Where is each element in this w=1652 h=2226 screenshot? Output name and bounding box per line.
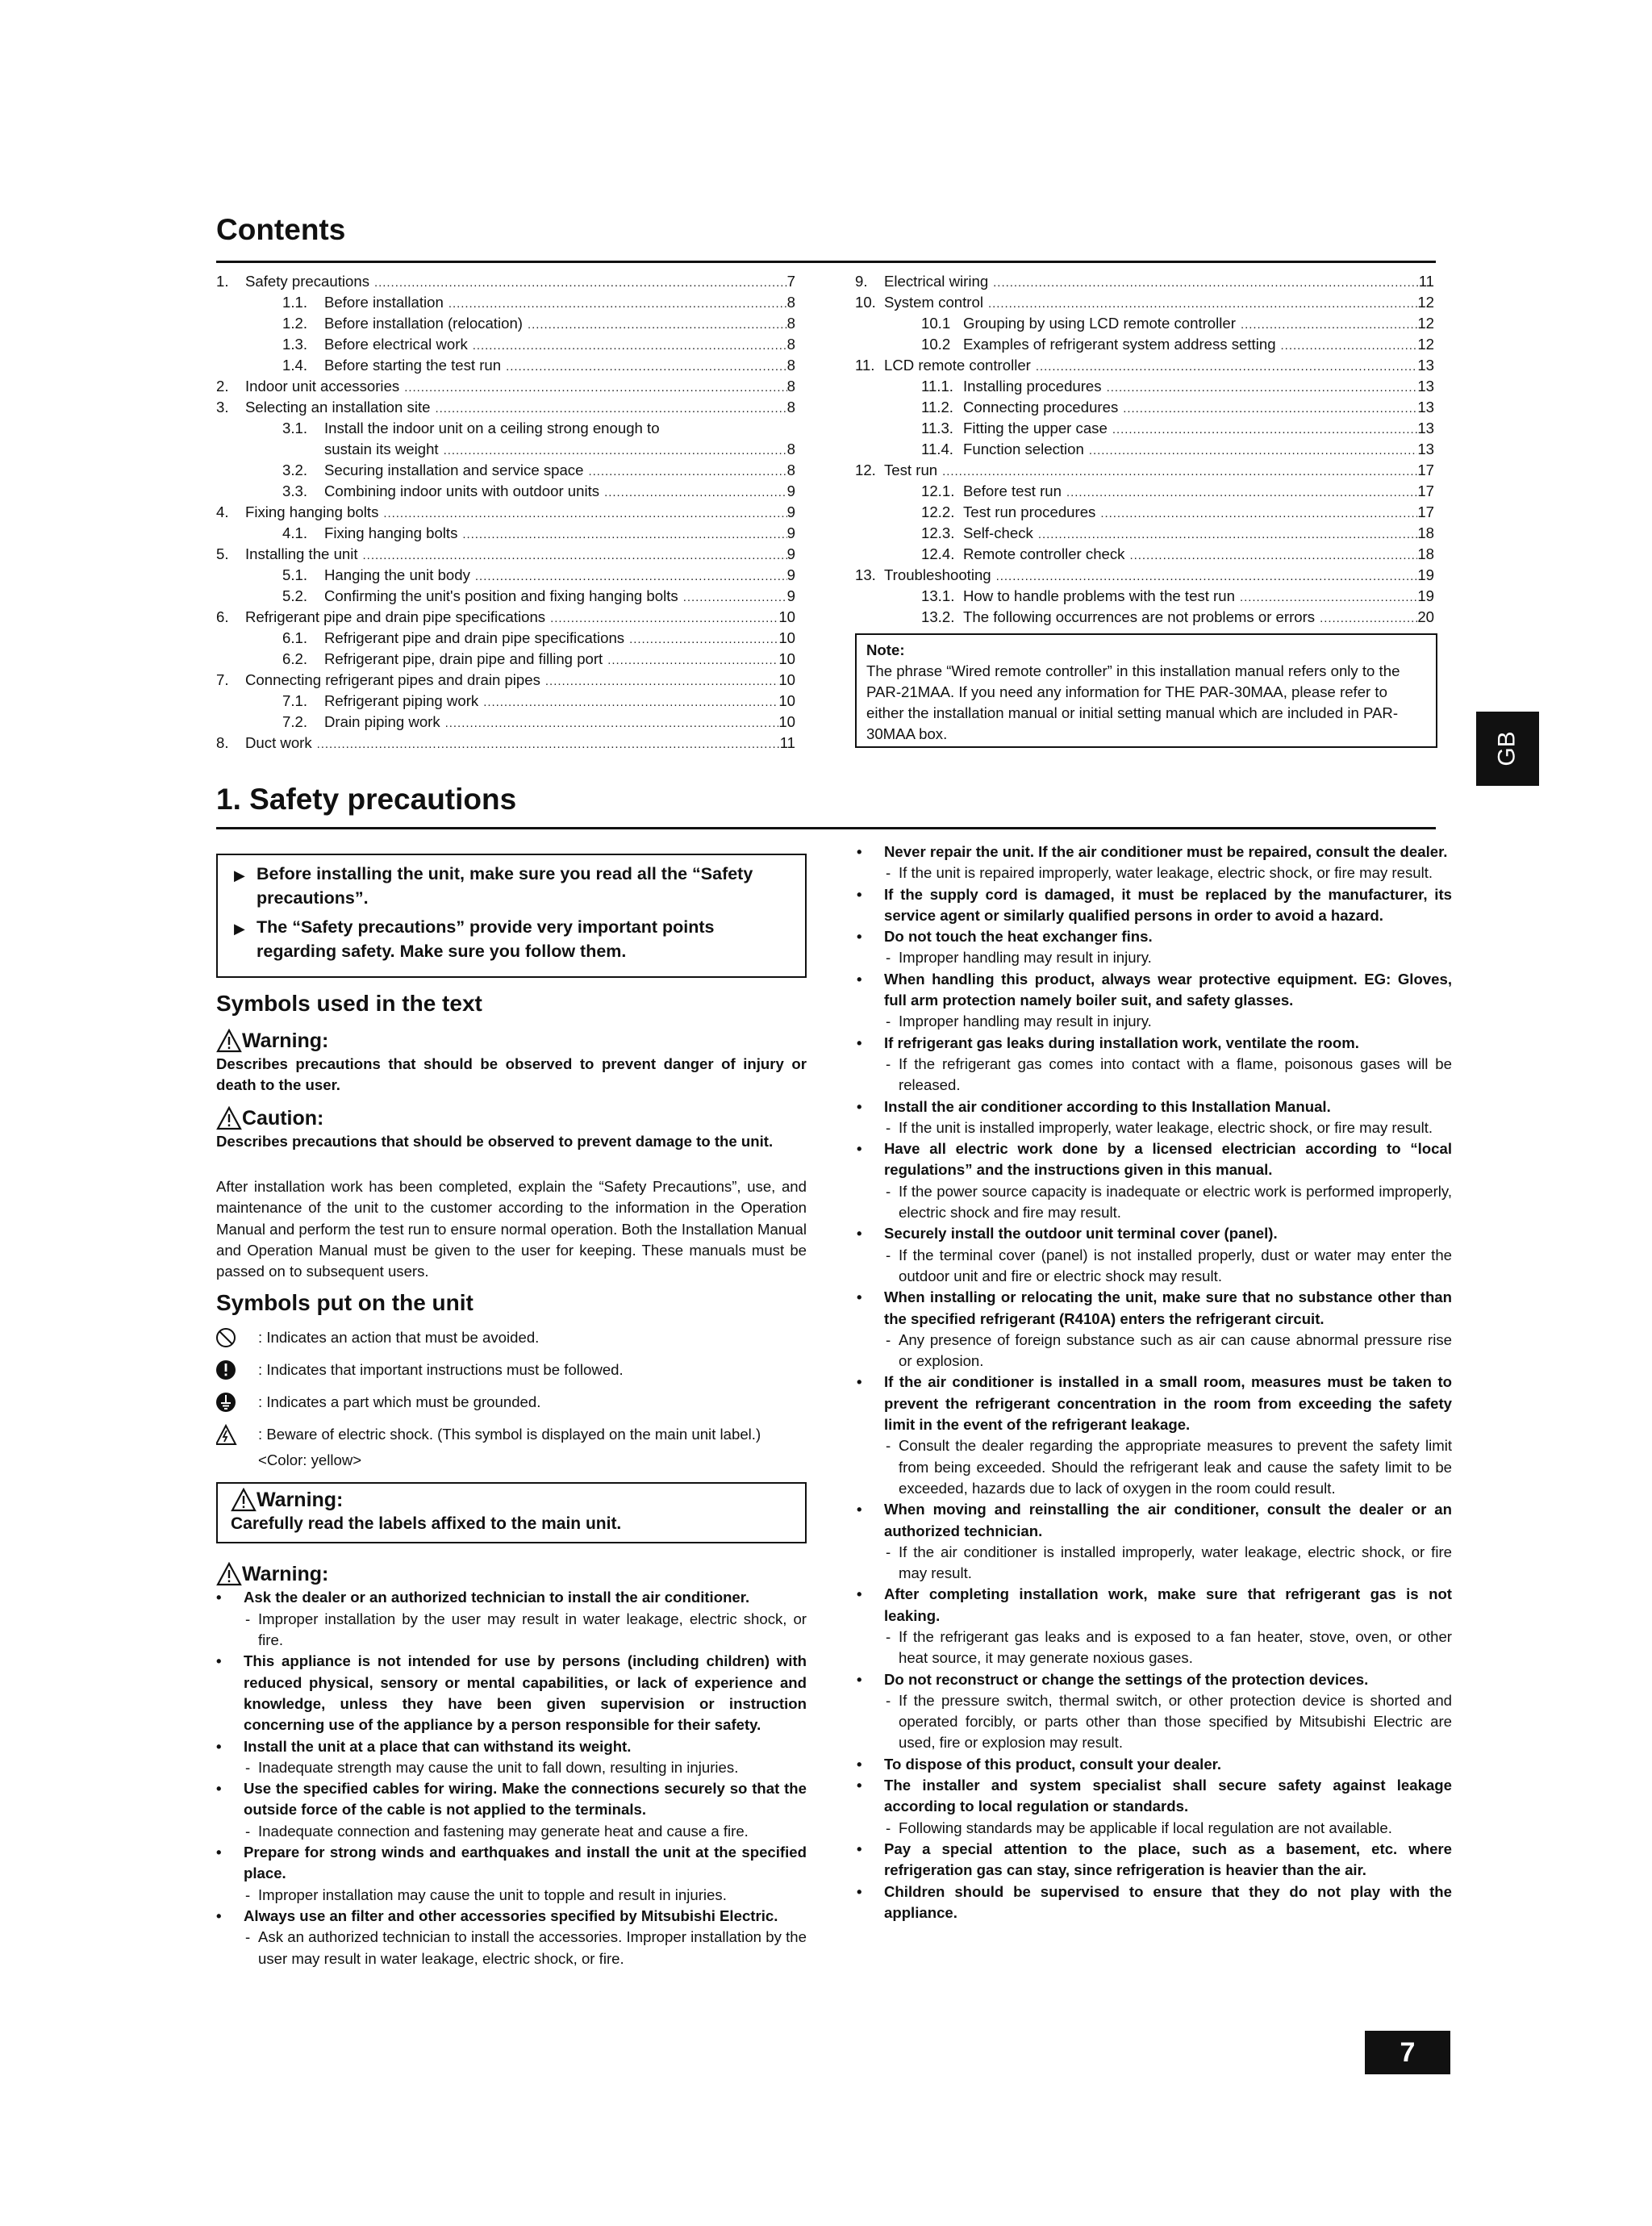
prohibited-icon (216, 1327, 258, 1350)
toc-entry (216, 355, 795, 376)
warning-item: • Do not reconstruct or change the settings of the protection devices. (857, 1669, 1452, 1690)
intro-text: Before installing the unit, make sure you read all the “Safety precautions”. (257, 864, 753, 908)
warning-item-detail: - If the terminal cover (panel) is not installed properly, dust or water may enter the outdoor unit and fire or electric shock may result. (857, 1245, 1452, 1288)
ground-text: : Indicates a part which must be grounded. (258, 1393, 541, 1411)
shock-text: : Beware of electric shock. (This symbol is displayed on the main unit label.) (258, 1426, 761, 1443)
toc-entry-text: Before starting the test run (324, 357, 502, 374)
language-tab-label: GB (1493, 731, 1521, 766)
toc-entry-page: 11 (779, 734, 795, 751)
toc-entry (216, 502, 795, 523)
warning-item: • Do not touch the heat exchanger fins. (857, 926, 1452, 947)
toc-entry-number: 3. (216, 399, 229, 416)
after-installation-paragraph: After installation work has been completed, explain the “Safety Precautions”, use, and maintenance of the unit to the customer according to the information in the Operation Manual and perform the test run to ensure normal operation. Both the Installation Manual and Operation Manual must be given to the user for keeping. These manuals must be passed on to subsequent users. (216, 1178, 807, 1280)
toc-entry-text: Connecting procedures (963, 399, 1119, 416)
electric-shock-icon (216, 1424, 258, 1447)
right-warning-list (857, 842, 1452, 1923)
warning-item-detail: - Consult the dealer regarding the appropriate measures to prevent the safety limit from being exceeded. Should the refrigerant leak and cause the safety limit to be exceeded, hazards due to lack of oxygen in the room could result. (857, 1435, 1452, 1499)
toc-entry-text: How to handle problems with the test run (963, 587, 1235, 604)
toc-entry-number: 13.1. (921, 587, 955, 604)
toc-entry-text: Safety precautions (245, 273, 370, 290)
instruction-icon (216, 1359, 258, 1382)
toc-entry-text: Install the indoor unit on a ceiling strong enough to (324, 420, 660, 436)
warning-item-detail: - Ask an authorized technician to install the accessories. Improper installation by the user may result in water leakage, electric shock, or fire. (216, 1927, 807, 1969)
labels-warning-box (216, 1482, 807, 1543)
toc-entry-page: 20 (1417, 608, 1434, 625)
warning-item-detail: - Any presence of foreign substance such as air can cause abnormal pressure rise or explosion. (857, 1330, 1452, 1372)
arrow-right-icon: ▶ (234, 867, 245, 883)
toc-entry-number: 12.3. (921, 524, 955, 541)
toc-leader-dots (1236, 313, 1417, 334)
toc-entry (855, 607, 1434, 628)
warning-item: • If refrigerant gas leaks during installation work, ventilate the room. (857, 1033, 1452, 1054)
toc-entry-page: 18 (1417, 524, 1434, 541)
toc-entry-text: Refrigerant pipe, drain pipe and filling port (324, 650, 603, 667)
warning-item-detail: - If the refrigerant gas comes into contact with a flame, poisonous gases will be released. (857, 1054, 1452, 1096)
toc-left-column (216, 271, 795, 754)
toc-entry-page: 8 (786, 315, 795, 332)
toc-entry (855, 292, 1434, 313)
toc-entry-number: 11.4. (921, 441, 953, 457)
toc-entry-number: 6.1. (282, 629, 308, 646)
toc-entry-text: Electrical wiring (884, 273, 989, 290)
toc-entry-page: 8 (786, 399, 795, 416)
toc-entry-text: Installing the unit (245, 545, 358, 562)
page-number: 7 (1365, 2031, 1450, 2074)
toc-leader-dots (457, 523, 786, 544)
toc-entry (216, 376, 795, 397)
toc-entry-text: Combining indoor units with outdoor units (324, 482, 600, 499)
toc-entry-page: 9 (786, 503, 795, 520)
toc-leader-dots (478, 691, 778, 712)
toc-entry-page: 9 (786, 524, 795, 541)
toc-entry-page: 13 (1417, 378, 1434, 395)
warning-item-detail: - If the unit is repaired improperly, water leakage, electric shock, or fire may result. (857, 862, 1452, 883)
toc-entry-number: 11. (855, 357, 875, 374)
caution-description: Describes precautions that should be observed to prevent damage to the unit. (216, 1133, 774, 1150)
toc-entry-text: Connecting refrigerant pipes and drain pipes (245, 671, 540, 688)
toc-leader-dots (937, 460, 1417, 481)
warning-triangle-icon (231, 1488, 257, 1512)
toc-leader-dots (583, 460, 786, 481)
toc-entry-number: 1.3. (282, 336, 308, 353)
toc-entry-number: 10.1 (921, 315, 951, 332)
warning-item: • Ask the dealer or an authorized technician to install the air conditioner. (216, 1587, 807, 1608)
avoid-symbol-row (216, 1327, 807, 1350)
warning-item: • After completing installation work, make sure that refrigerant gas is not leaking. (857, 1584, 1452, 1627)
contents-rule (216, 261, 1436, 263)
toc-entry (216, 712, 795, 733)
warning-list-heading (216, 1561, 807, 1587)
toc-entry (216, 607, 795, 628)
toc-entry (855, 460, 1434, 481)
toc-entry-number: 12.2. (921, 503, 955, 520)
toc-entry-text: Hanging the unit body (324, 566, 470, 583)
warning-item-detail: - Following standards may be applicable if local regulation are not available. (857, 1818, 1452, 1839)
warning-item-detail: - If the pressure switch, thermal switch, or other protection device is shorted and operated forcibly, or parts other than those specified by Mitsubishi Electric are used, fire or explosion may result. (857, 1690, 1452, 1754)
toc-leader-dots (678, 586, 787, 607)
warning-item: • Pay a special attention to the place, such as a basement, etc. where refrigeration gas can stay, since refrigeration is heavier than the air. (857, 1839, 1452, 1881)
warning-item: • This appliance is not intended for use by persons (including children) with reduced physical, sensory or mental capabilities, or lack of experience and knowledge, unless they have been given supervision or instruction concerning use of the appliance by a person responsible for their safety. (216, 1651, 807, 1735)
warning-item: • Have all electric work done by a licensed electrician according to “local regulations” and the instructions given in this manual. (857, 1138, 1452, 1181)
toc-entry-number: 11.1. (921, 378, 953, 395)
toc-entry-text: Test run (884, 461, 938, 478)
toc-entry-page: 8 (786, 357, 795, 374)
toc-entry-number: 2. (216, 378, 229, 395)
toc-entry-number: 12.4. (921, 545, 955, 562)
warning-item-detail: - If the power source capacity is inadequate or electric work is performed improperly, electric shock and fire may result. (857, 1181, 1452, 1224)
toc-entry-text: Grouping by using LCD remote controller (963, 315, 1236, 332)
caution-label: Caution: (242, 1107, 324, 1130)
toc-leader-dots (1108, 418, 1418, 439)
warning-triangle-icon (216, 1029, 242, 1053)
toc-leader-dots (545, 607, 778, 628)
toc-leader-dots (470, 565, 787, 586)
toc-entry-text: Installing procedures (963, 378, 1102, 395)
toc-entry-number: 3.3. (282, 482, 308, 499)
toc-entry-number: 10. (855, 294, 876, 311)
toc-entry-text: LCD remote controller (884, 357, 1031, 374)
shock-symbol-row (216, 1424, 807, 1471)
toc-entry-text: Before test run (963, 482, 1062, 499)
toc-leader-dots (1124, 544, 1417, 565)
toc-leader-dots (358, 544, 787, 565)
toc-entry (216, 397, 795, 418)
toc-entry-number: 1.4. (282, 357, 308, 374)
warning-item-detail: - Inadequate strength may cause the unit to fall down, resulting in injuries. (216, 1757, 807, 1778)
toc-leader-dots (540, 670, 778, 691)
toc-leader-dots (1235, 586, 1417, 607)
toc-entry (216, 649, 795, 670)
toc-entry (855, 313, 1434, 334)
toc-leader-dots (988, 271, 1419, 292)
toc-entry-page: 13 (1417, 399, 1434, 416)
toc-entry (855, 565, 1434, 586)
toc-entry-page: 10 (778, 713, 795, 730)
toc-entry-text: Before installation (relocation) (324, 315, 523, 332)
right-column (857, 842, 1452, 1923)
toc-entry-number: 13.2. (921, 608, 955, 625)
toc-entry-number: 5. (216, 545, 229, 562)
toc-entry-page: 10 (778, 692, 795, 709)
toc-entry-page: 17 (1417, 503, 1434, 520)
toc-entry (216, 691, 795, 712)
warning-item: • Prepare for strong winds and earthquakes and install the unit at the specified place. (216, 1842, 807, 1885)
note-title: Note: (866, 641, 905, 658)
warning-item: • If the supply cord is damaged, it must be replaced by the manufacturer, its service agent or similarly qualified persons in order to avoid a hazard. (857, 884, 1452, 927)
toc-entry-number: 12.1. (921, 482, 955, 499)
toc-leader-dots (1102, 376, 1418, 397)
toc-entry (855, 418, 1434, 439)
toc-entry-number: 13. (855, 566, 876, 583)
caution-triangle-icon (216, 1106, 242, 1130)
toc-entry-text: Fixing hanging bolts (324, 524, 458, 541)
toc-entry-page: 13 (1417, 441, 1434, 457)
toc-entry-text: Remote controller check (963, 545, 1125, 562)
toc-entry-page: 8 (786, 294, 795, 311)
warning-list-label: Warning: (242, 1563, 329, 1586)
warning-item: • Never repair the unit. If the air conditioner must be repaired, consult the dealer. (857, 842, 1452, 862)
toc-leader-dots (1031, 355, 1417, 376)
note-box (855, 633, 1437, 748)
toc-entry-text: Self-check (963, 524, 1033, 541)
toc-entry-text: Fixing hanging bolts (245, 503, 379, 520)
toc-leader-dots (369, 271, 787, 292)
toc-entry-number: 6.2. (282, 650, 308, 667)
toc-entry-page: 18 (1417, 545, 1434, 562)
left-column (216, 854, 807, 1969)
toc-entry (855, 502, 1434, 523)
toc-leader-dots (1315, 607, 1417, 628)
toc-entry-number: 4. (216, 503, 229, 520)
warning-item: • Install the air conditioner according to this Installation Manual. (857, 1096, 1452, 1117)
toc-leader-dots (624, 628, 778, 649)
toc-entry (216, 523, 795, 544)
toc-entry-text: Confirming the unit's position and fixing hanging bolts (324, 587, 678, 604)
intro-box (216, 854, 807, 978)
toc-entry-text: Function selection (963, 441, 1084, 457)
toc-entry-page: 12 (1417, 336, 1434, 353)
toc-entry-text: sustain its weight (324, 441, 439, 457)
toc-entry (216, 586, 795, 607)
toc-entry (216, 313, 795, 334)
symbols-unit-heading: Symbols put on the unit (216, 1290, 473, 1316)
toc-entry-page: 7 (786, 273, 795, 290)
toc-entry-page: 10 (778, 629, 795, 646)
warning-item-detail: - If the unit is installed improperly, water leakage, electric shock, or fire may result. (857, 1117, 1452, 1138)
toc-entry-page: 9 (786, 566, 795, 583)
toc-entry-text: Troubleshooting (884, 566, 991, 583)
toc-leader-dots (501, 355, 787, 376)
toc-entry (855, 397, 1434, 418)
toc-leader-dots (439, 439, 787, 460)
toc-entry-page: 8 (786, 378, 795, 395)
toc-entry-text: Examples of refrigerant system address setting (963, 336, 1276, 353)
toc-entry (855, 523, 1434, 544)
toc-entry-text: Refrigerant pipe and drain pipe specifications (245, 608, 546, 625)
toc-entry-text: Refrigerant pipe and drain pipe specifications (324, 629, 625, 646)
language-tab (1476, 712, 1539, 786)
toc-entry-number: 5.1. (282, 566, 308, 583)
toc-entry-text: Before installation (324, 294, 444, 311)
warning-item: • Children should be supervised to ensure that they do not play with the appliance. (857, 1881, 1452, 1924)
toc-entry (855, 271, 1434, 292)
toc-entry-number: 12. (855, 461, 876, 478)
toc-entry-page: 9 (786, 587, 795, 604)
intro-text: The “Safety precautions” provide very important points regarding safety. Make sure you follow them. (257, 917, 715, 961)
toc-entry-text: Test run procedures (963, 503, 1096, 520)
warning-item: • Use the specified cables for wiring. Make the connections securely so that the outside force of the cable is not applied to the terminals. (216, 1778, 807, 1821)
toc-entry (855, 355, 1434, 376)
toc-entry (216, 292, 795, 313)
follow-symbol-row (216, 1359, 807, 1382)
toc-entry-number: 3.1. (282, 420, 308, 436)
warning-item: • Always use an filter and other accessories specified by Mitsubishi Electric. (216, 1906, 807, 1927)
toc-entry-number: 1.1. (282, 294, 308, 311)
toc-entry-page: 8 (786, 441, 795, 457)
warning-item: • To dispose of this product, consult your dealer. (857, 1754, 1452, 1775)
warning-item: • Securely install the outdoor unit terminal cover (panel). (857, 1223, 1452, 1244)
shock-color-text: <Color: yellow> (258, 1451, 362, 1469)
toc-entry (855, 544, 1434, 565)
warning-item-detail: - Improper installation by the user may result in water leakage, electric shock, or fire. (216, 1609, 807, 1652)
toc-entry-text: Refrigerant piping work (324, 692, 479, 709)
toc-entry-page: 12 (1417, 315, 1434, 332)
toc-entry (216, 334, 795, 355)
caution-symbol-heading (216, 1105, 807, 1131)
toc-leader-dots (1118, 397, 1417, 418)
toc-leader-dots (991, 565, 1418, 586)
toc-entry-text: Before electrical work (324, 336, 468, 353)
toc-entry-page: 10 (778, 650, 795, 667)
toc-entry-number: 7.1. (282, 692, 308, 709)
warning-item: • When handling this product, always wear protective equipment. EG: Gloves, full arm protection namely boiler suit, and safety glasses. (857, 969, 1452, 1012)
toc-entry-page: 11 (1418, 273, 1434, 290)
section-rule (216, 827, 1436, 829)
toc-leader-dots (444, 292, 787, 313)
toc-entry-page: 10 (778, 608, 795, 625)
note-text: The phrase “Wired remote controller” in this installation manual refers only to the PAR-21MAA. If you need any information for THE PAR-30MAA, please refer to either the installation manual or initial setting manual which are included in PAR-30MAA box. (866, 662, 1400, 742)
toc-entry (855, 586, 1434, 607)
toc-leader-dots (983, 292, 1417, 313)
toc-entry-number: 1. (216, 273, 229, 290)
toc-entry (216, 544, 795, 565)
toc-entry-page: 17 (1417, 461, 1434, 478)
follow-text: : Indicates that important instructions must be followed. (258, 1361, 624, 1379)
toc-entry-number: 11.3. (921, 420, 953, 436)
toc-entry-number: 6. (216, 608, 229, 625)
intro-item (234, 915, 794, 963)
arrow-right-icon: ▶ (234, 921, 245, 937)
toc-entry-text: Drain piping work (324, 713, 440, 730)
toc-leader-dots (1095, 502, 1417, 523)
toc-entry-number: 10.2 (921, 336, 951, 353)
toc-leader-dots (1276, 334, 1418, 355)
toc-leader-dots (430, 397, 786, 418)
toc-entry (855, 334, 1434, 355)
warning-item: • The installer and system specialist shall secure safety against leakage according to local regulation or standards. (857, 1775, 1452, 1818)
warning-item-detail: - Improper handling may result in injury. (857, 947, 1452, 968)
labels-warning-text: Carefully read the labels affixed to the main unit. (231, 1514, 622, 1534)
warning-label: Warning: (242, 1029, 329, 1052)
toc-entry-page: 8 (786, 336, 795, 353)
toc-entry-text: System control (884, 294, 983, 311)
toc-entry-text: Securing installation and service space (324, 461, 584, 478)
toc-entry-number: 9. (855, 273, 868, 290)
toc-leader-dots (1084, 439, 1417, 460)
toc-entry (216, 439, 795, 460)
avoid-text: : Indicates an action that must be avoided. (258, 1329, 540, 1347)
toc-leader-dots (1033, 523, 1418, 544)
toc-entry-page: 12 (1417, 294, 1434, 311)
toc-entry-page: 13 (1417, 420, 1434, 436)
intro-item (234, 862, 794, 910)
toc-entry-text: Selecting an installation site (245, 399, 431, 416)
left-warning-list (216, 1587, 807, 1969)
toc-entry (216, 628, 795, 649)
toc-entry (855, 481, 1434, 502)
warning-item-detail: - If the refrigerant gas leaks and is exposed to a fan heater, stove, oven, or other heat source, it may generate noxious gases. (857, 1627, 1452, 1669)
toc-entry-page: 10 (778, 671, 795, 688)
toc-leader-dots (599, 481, 787, 502)
warning-item-detail: - Inadequate connection and fastening may generate heat and cause a fire. (216, 1821, 807, 1842)
toc-entry-number: 4.1. (282, 524, 308, 541)
toc-entry (216, 733, 795, 754)
toc-entry-page: 13 (1417, 357, 1434, 374)
contents-heading: Contents (216, 213, 346, 246)
ground-icon (216, 1392, 258, 1414)
toc-entry-page: 19 (1417, 587, 1434, 604)
warning-item-detail: - If the air conditioner is installed improperly, water leakage, electric shock, or fire may result. (857, 1542, 1452, 1585)
labels-warning-label: Warning: (257, 1489, 344, 1512)
toc-entry-number: 8. (216, 734, 229, 751)
toc-entry (216, 418, 795, 439)
warning-description: Describes precautions that should be observed to prevent danger of injury or death to the user. (216, 1055, 807, 1093)
toc-leader-dots (399, 376, 786, 397)
toc-entry (216, 481, 795, 502)
toc-entry (216, 460, 795, 481)
toc-leader-dots (312, 733, 780, 754)
toc-entry-text: The following occurrences are not problems or errors (963, 608, 1316, 625)
toc-entry-number: 3.2. (282, 461, 308, 478)
toc-entry-page: 9 (786, 482, 795, 499)
toc-leader-dots (603, 649, 778, 670)
toc-entry-page: 9 (786, 545, 795, 562)
warning-symbol-heading (216, 1028, 807, 1054)
toc-entry-number: 11.2. (921, 399, 953, 416)
toc-leader-dots (440, 712, 779, 733)
toc-entry-number: 5.2. (282, 587, 308, 604)
toc-entry (855, 376, 1434, 397)
toc-entry-text: Indoor unit accessories (245, 378, 400, 395)
warning-item: • When moving and reinstalling the air conditioner, consult the dealer or an authorized technician. (857, 1499, 1452, 1542)
toc-entry (216, 565, 795, 586)
toc-entry-number: 7.2. (282, 713, 308, 730)
toc-entry (855, 439, 1434, 460)
warning-item-detail: - Improper installation may cause the unit to topple and result in injuries. (216, 1885, 807, 1906)
toc-right-column (855, 271, 1434, 628)
section-title: 1. Safety precautions (216, 783, 517, 816)
warning-item-detail: - Improper handling may result in injury. (857, 1011, 1452, 1032)
toc-leader-dots (378, 502, 786, 523)
warning-item: • Install the unit at a place that can withstand its weight. (216, 1736, 807, 1757)
labels-warning-heading (231, 1487, 792, 1513)
toc-entry-page: 17 (1417, 482, 1434, 499)
warning-item: • If the air conditioner is installed in a small room, measures must be taken to prevent the refrigerant concentration in the room from exceeding the safety limit in the event of the refrigerant leakage. (857, 1372, 1452, 1435)
toc-leader-dots (468, 334, 787, 355)
toc-leader-dots (1062, 481, 1417, 502)
toc-entry-number: 7. (216, 671, 229, 688)
warning-item: • When installing or relocating the unit, make sure that no substance other than the specified refrigerant (R410A) enters the refrigerant circuit. (857, 1287, 1452, 1330)
toc-entry-page: 8 (786, 461, 795, 478)
toc-entry (216, 670, 795, 691)
toc-leader-dots (523, 313, 787, 334)
toc-entry-number: 1.2. (282, 315, 308, 332)
warning-triangle-icon (216, 1562, 242, 1586)
toc-entry-text: Fitting the upper case (963, 420, 1108, 436)
toc-entry (216, 271, 795, 292)
symbols-text-heading: Symbols used in the text (216, 991, 482, 1016)
toc-entry-text: Duct work (245, 734, 312, 751)
ground-symbol-row (216, 1392, 807, 1414)
toc-entry-page: 19 (1417, 566, 1434, 583)
